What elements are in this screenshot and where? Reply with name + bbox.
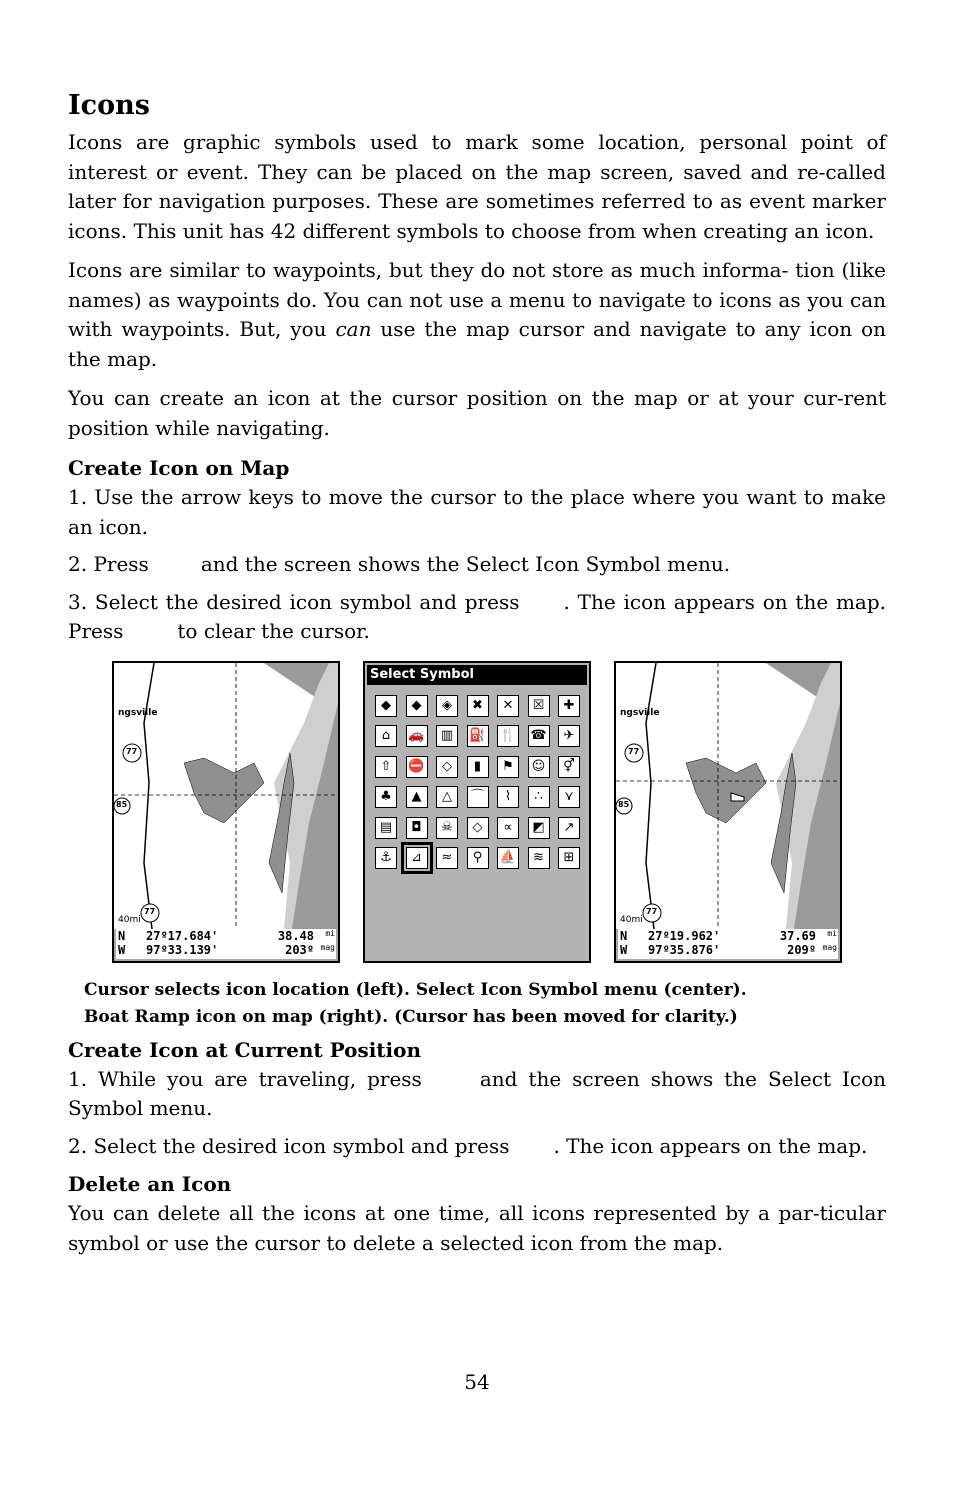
scale-label: 40mi <box>118 914 141 925</box>
page-title: Icons <box>68 90 150 121</box>
lon-label: W <box>620 942 628 957</box>
boat-ramp-icon[interactable]: ⊿ <box>406 847 428 869</box>
latitude-value: 27º19.962' <box>648 928 721 943</box>
tree-icon[interactable]: ♣ <box>375 786 397 808</box>
birds-icon[interactable]: ⋎ <box>558 786 580 808</box>
route-label-mid: 85 <box>618 799 630 809</box>
car-icon[interactable]: 🚗 <box>406 725 428 747</box>
current-step-2 <box>68 1132 886 1162</box>
diamond-nav-icon[interactable]: ◆ <box>406 695 428 717</box>
stop-icon[interactable]: ⛔ <box>406 756 428 778</box>
longitude-value: 97º33.139' <box>146 942 219 957</box>
map-step-3-b: . The icon appears on the map. Press <box>68 589 887 643</box>
diamond-light-icon[interactable]: ◇ <box>436 756 458 778</box>
wave-icon[interactable]: ≈ <box>436 847 458 869</box>
map-step-3 <box>68 588 886 647</box>
mountain-icon[interactable]: ▲ <box>406 786 428 808</box>
fish-small-icon[interactable]: ∝ <box>497 817 519 839</box>
route-label-top: 77 <box>126 746 138 756</box>
distance-value: 38.48 <box>277 928 314 943</box>
select-symbol-screen <box>363 661 591 963</box>
x-box-icon[interactable]: ☒ <box>528 695 550 717</box>
phone-icon[interactable]: ☎ <box>528 725 550 747</box>
map-drawing-right <box>616 663 840 929</box>
current-step-1-b: and the screen shows the Select Icon Symbol menu. <box>68 1066 886 1120</box>
route-label-mid: 85 <box>116 799 128 809</box>
bearing-unit: mag <box>822 942 837 952</box>
map-step-3-c: to clear the cursor. <box>177 619 370 643</box>
route-label-top: 77 <box>628 746 640 756</box>
intro-paragraph-3: You can create an icon at the cursor position on the map or at your cur-rent position while navigating. <box>68 386 886 440</box>
longitude-value: 97º35.876' <box>648 942 721 957</box>
traffic-light-icon[interactable]: ▮ <box>467 756 489 778</box>
map-step-1: 1. Use the arrow keys to move the cursor to the place where you want to make an icon. <box>68 485 886 539</box>
map-step-2-a: 2. Press <box>68 552 149 576</box>
exit-icon[interactable]: ⇧ <box>375 756 397 778</box>
current-step-1 <box>68 1065 886 1124</box>
route-label-bottom: 77 <box>144 906 156 916</box>
bridge-icon[interactable]: ⌒ <box>467 786 489 808</box>
map-town-label: ngsville <box>118 707 158 718</box>
latitude-value: 27º17.684' <box>146 928 219 943</box>
boat-icon[interactable]: ⛵ <box>497 847 519 869</box>
page-number: 54 <box>464 1370 490 1394</box>
camera-icon[interactable]: ◘ <box>406 817 428 839</box>
house-icon[interactable]: ⌂ <box>375 725 397 747</box>
figure-caption <box>84 977 884 1031</box>
person-icon[interactable]: ☺ <box>528 756 550 778</box>
restroom-icon[interactable]: ⚥ <box>558 756 580 778</box>
map-drawing-left <box>114 663 338 929</box>
plane-icon[interactable]: ✈ <box>558 725 580 747</box>
position-readout <box>618 929 838 959</box>
map-screen-left <box>112 661 340 963</box>
current-step-2-b: . The icon appears on the map. <box>553 1133 868 1158</box>
footprint-icon[interactable]: ∴ <box>528 786 550 808</box>
distance-unit: mi <box>325 928 335 938</box>
map-screen-right <box>614 661 842 963</box>
anchor-icon[interactable]: ⚓ <box>375 847 397 869</box>
flag-icon[interactable]: ⚑ <box>497 756 519 778</box>
caption-line-1: Cursor selects icon location (left). Select Icon Symbol menu (center). <box>84 979 747 1000</box>
tent-icon[interactable]: △ <box>436 786 458 808</box>
bearing-unit: mag <box>320 942 335 952</box>
square-slash-icon[interactable]: ◩ <box>528 817 550 839</box>
select-symbol-title: Select Symbol <box>367 665 587 685</box>
p2-emph: can <box>335 317 372 341</box>
diver-icon[interactable]: ⚲ <box>467 847 489 869</box>
delete-body: You can delete all the icons at one time, all icons represented by a par-ticular symbol or use the cursor to delete a selected icon from the map. <box>68 1201 886 1255</box>
heading-create-icon-current: Create Icon at Current Position <box>68 1037 422 1062</box>
fence-icon[interactable]: ⊞ <box>558 847 580 869</box>
heading-delete-icon: Delete an Icon <box>68 1172 232 1196</box>
scale-label: 40mi <box>620 914 643 925</box>
x-outline-icon[interactable]: ✕ <box>497 695 519 717</box>
route-label-bottom: 77 <box>646 906 658 916</box>
boat-ramp-alt-icon[interactable]: ↗ <box>558 817 580 839</box>
distance-unit: mi <box>827 928 837 938</box>
current-step-1-a: 1. While you are traveling, press <box>68 1066 422 1091</box>
swing-icon[interactable]: ⌇ <box>497 786 519 808</box>
p2-start: Icons are similar to waypoints, but they do not store as much informa- <box>68 258 789 282</box>
intro-paragraph-2 <box>68 256 886 374</box>
lat-label: N <box>118 928 126 943</box>
fish-icon[interactable]: ◇ <box>467 817 489 839</box>
swimmer-icon[interactable]: ≋ <box>528 847 550 869</box>
fork-knife-icon[interactable]: 🍴 <box>497 725 519 747</box>
map-town-label: ngsville <box>620 707 660 718</box>
map-step-3-a: 3. Select the desired icon symbol and press <box>68 589 520 614</box>
lat-label: N <box>620 928 628 943</box>
bearing-value: 203º <box>285 942 314 957</box>
figure-row <box>68 661 886 969</box>
skull-icon[interactable]: ☠ <box>436 817 458 839</box>
p2-middle: tion (like names) as waypoints do. You can not use a menu to navigate to icons as you can with waypoints. But, you <box>68 258 886 341</box>
page-content <box>68 88 886 1268</box>
position-readout <box>116 929 336 959</box>
map-step-2 <box>68 550 886 580</box>
caption-line-2: Boat Ramp icon on map (right). (Cursor has been moved for clarity.) <box>84 1006 738 1027</box>
fuel-icon[interactable]: ⛽ <box>467 725 489 747</box>
building-icon[interactable]: ▥ <box>436 725 458 747</box>
lon-label: W <box>118 942 126 957</box>
x-mark-icon[interactable]: ✖ <box>467 695 489 717</box>
building-tall-icon[interactable]: ▤ <box>375 817 397 839</box>
cross-icon[interactable]: ✚ <box>558 695 580 717</box>
diamond-filled-icon[interactable]: ◈ <box>436 695 458 717</box>
intro-paragraph-1: Icons are graphic symbols used to mark some location, personal point of interest or event. They can be placed on the map screen, saved and re-called later for navigation purposes. These are sometimes referred to as event marker icons. This unit has 42 different symbols to choose from when creating an icon. <box>68 130 886 243</box>
current-step-2-a: 2. Select the desired icon symbol and press <box>68 1133 510 1158</box>
diamond-nav-icon[interactable]: ◆ <box>375 695 397 717</box>
distance-value: 37.69 <box>779 928 816 943</box>
bearing-value: 209º <box>787 942 816 957</box>
p2-end: use the map cursor and navigate to any icon on the map. <box>68 317 887 371</box>
heading-create-icon-on-map: Create Icon on Map <box>68 456 290 480</box>
map-step-2-b: and the screen shows the Select Icon Symbol menu. <box>200 552 731 576</box>
